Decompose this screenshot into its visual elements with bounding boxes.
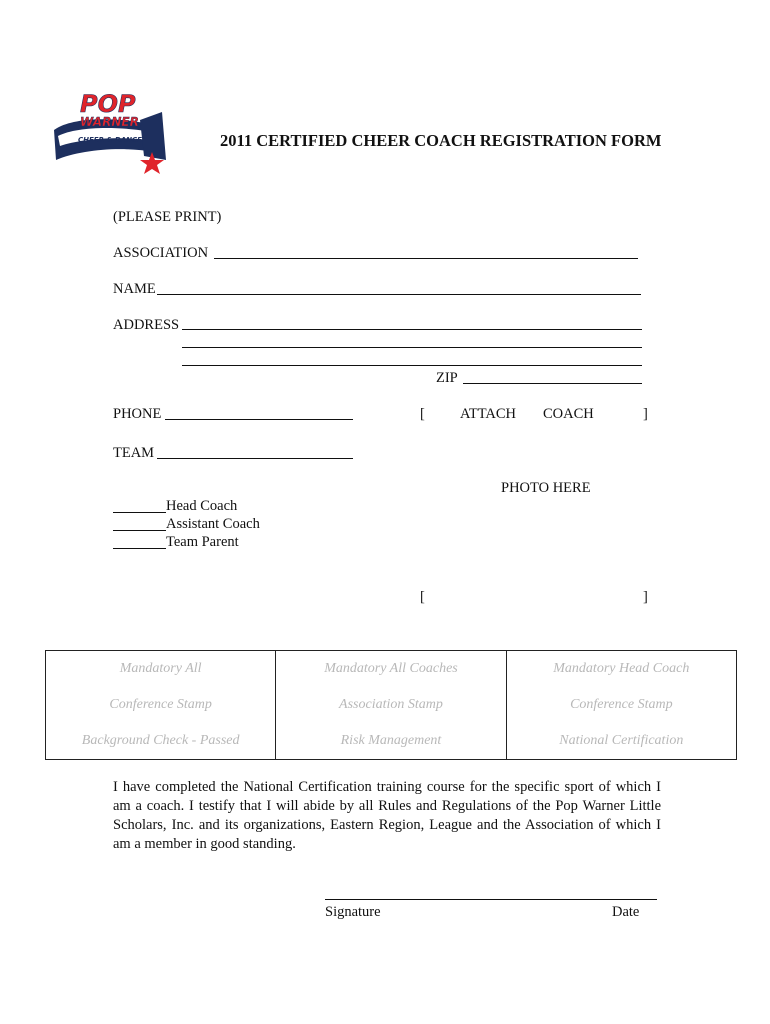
zip-label: ZIP <box>436 370 458 386</box>
declaration-paragraph: I have completed the National Certification training course for the specific sport of which I am a coach. I testify that I will abide by all Rules and Regulations of the Pop Warner Little Scholars, Inc. and its organizations, Eastern Region, League and the Association of which I am a member in good standing. <box>113 779 661 852</box>
address-label: ADDRESS <box>113 317 180 333</box>
phone-label: PHONE <box>113 406 162 422</box>
assistant-coach-label: Assistant Coach <box>166 516 260 532</box>
form-title: 2011 CERTIFIED CHEER COACH REGISTRATION FORM <box>220 131 662 150</box>
stamp-cell: National Certification <box>506 723 736 760</box>
team-field[interactable] <box>157 458 353 459</box>
date-label: Date <box>612 904 640 920</box>
address-field-line-2[interactable] <box>182 347 642 348</box>
stamp-row <box>46 651 737 688</box>
stamp-cell: Conference Stamp <box>46 687 276 723</box>
svg-text:POP: POP <box>80 90 136 118</box>
address-field-line-3[interactable] <box>182 365 642 366</box>
svg-text:CHEER & DANCE: CHEER & DANCE <box>78 136 142 144</box>
please-print-note: (PLEASE PRINT) <box>113 209 222 225</box>
photo-coach-text: COACH <box>543 406 594 422</box>
head-coach-label: Head Coach <box>166 498 238 514</box>
assistant-coach-check-line[interactable] <box>113 530 166 531</box>
name-field[interactable] <box>157 294 641 295</box>
stamp-row <box>46 687 737 723</box>
logo-graphic <box>50 90 168 182</box>
pop-warner-logo <box>50 90 168 182</box>
head-coach-check-line[interactable] <box>113 512 166 513</box>
photo-close-bracket-top: ] <box>643 406 648 422</box>
association-field[interactable] <box>214 258 638 259</box>
photo-here-text: PHOTO HERE <box>501 480 591 496</box>
stamp-cell: Mandatory All <box>46 651 276 688</box>
svg-text:WARNER: WARNER <box>80 115 139 129</box>
phone-field[interactable] <box>165 419 353 420</box>
name-label: NAME <box>113 281 156 297</box>
photo-open-bracket-top: [ <box>420 406 425 422</box>
stamp-cell: Association Stamp <box>276 687 506 723</box>
team-label: TEAM <box>113 445 155 461</box>
photo-open-bracket-bottom: [ <box>420 589 425 605</box>
zip-field[interactable] <box>463 383 642 384</box>
stamp-cell: Background Check - Passed <box>46 723 276 760</box>
signature-field[interactable] <box>325 899 657 900</box>
team-parent-check-line[interactable] <box>113 548 166 549</box>
stamp-cell: Mandatory All Coaches <box>276 651 506 688</box>
team-parent-label: Team Parent <box>166 534 239 550</box>
photo-attach-text: ATTACH <box>460 406 517 422</box>
stamp-cell: Conference Stamp <box>506 687 736 723</box>
association-label: ASSOCIATION <box>113 245 209 261</box>
signature-label: Signature <box>325 904 381 920</box>
stamp-cell: Risk Management <box>276 723 506 760</box>
stamp-row <box>46 723 737 760</box>
stamp-cell: Mandatory Head Coach <box>506 651 736 688</box>
address-field-line-1[interactable] <box>182 329 642 330</box>
photo-close-bracket-bottom: ] <box>643 589 648 605</box>
stamp-table <box>45 650 737 760</box>
